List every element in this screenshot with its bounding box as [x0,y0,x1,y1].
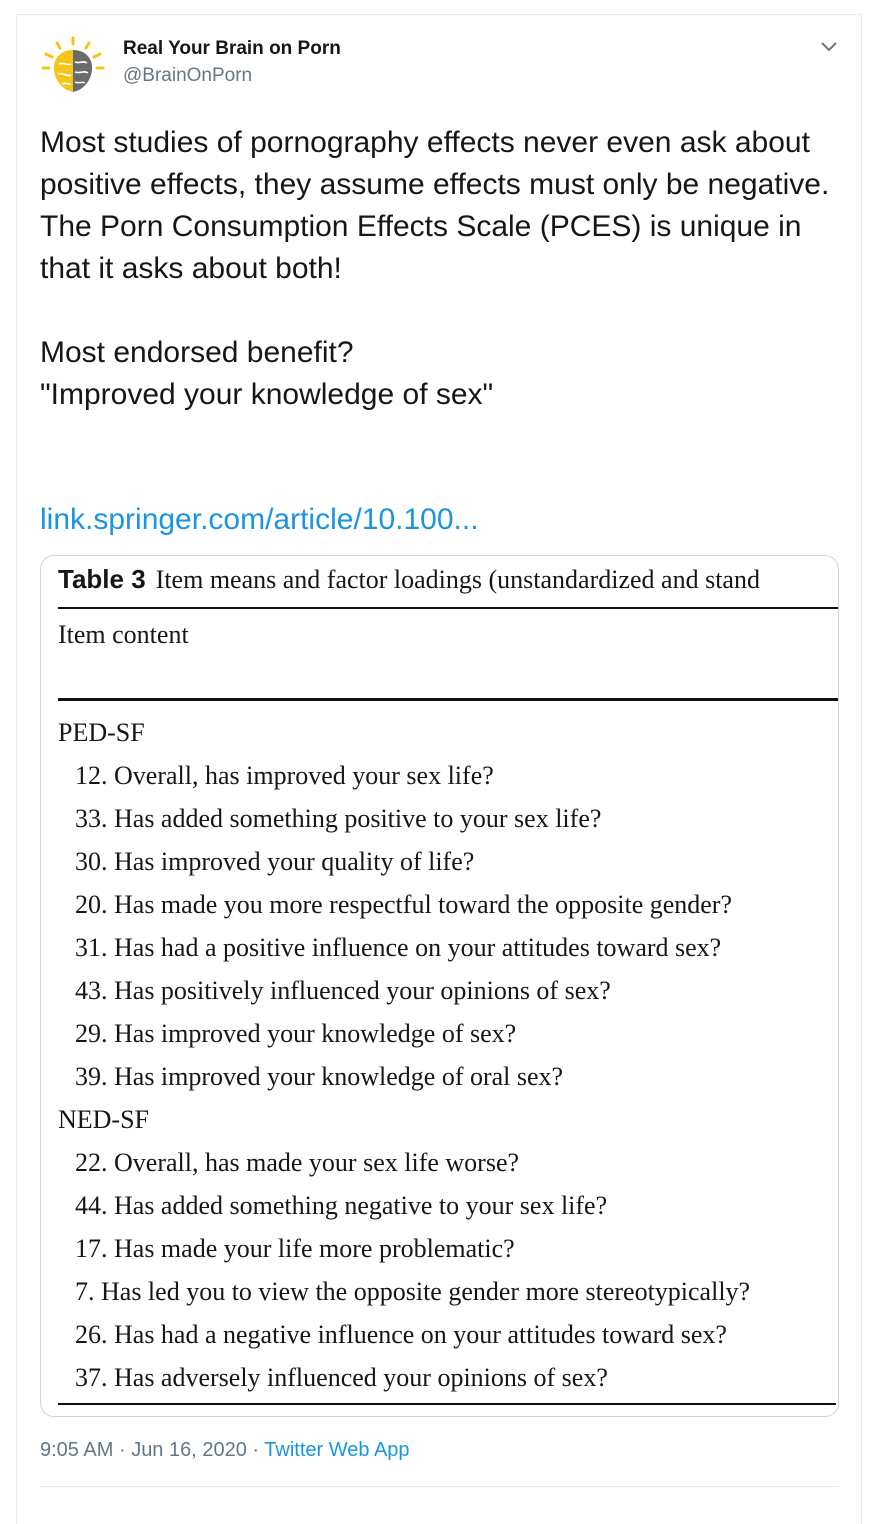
table-row: 43. Has positively influenced your opinions of sex? [75,976,611,1005]
table-rule [58,607,838,609]
divider [40,1486,839,1487]
table-column-header: Item content [58,620,189,649]
tweet-text-line: Most studies of pornography effects never even ask about positive effects, they assume effects must only be negative. [40,126,830,201]
meta-separator: · [118,1439,126,1461]
table-row: 20. Has made you more respectful toward the opposite gender? [75,890,733,919]
brain-sun-logo-icon[interactable] [40,34,106,100]
tweet-text-line: The Porn Consumption Effects Scale (PCES) is unique in that it asks about both! [40,210,802,285]
tweet-media-image[interactable] [40,555,839,1417]
table-row: 29. Has improved your knowledge of sex? [75,1019,517,1048]
table-label: Table 3 [58,564,146,594]
table-body [58,711,838,1399]
table-rule [58,698,838,701]
chevron-down-icon[interactable] [818,38,840,54]
table-group-label: PED-SF [58,718,145,747]
tweet-time[interactable]: 9:05 AM [40,1439,114,1461]
table-row: 12. Overall, has improved your sex life? [75,761,494,790]
tweet-text-line: Most endorsed benefit? [40,336,354,369]
table-row: 37. Has adversely influenced your opinions of sex? [75,1363,608,1392]
tweet-link[interactable]: link.springer.com/article/10.100... [40,503,479,536]
table-row: 17. Has made your life more problematic? [75,1234,515,1263]
table-row: 26. Has had a negative influence on your attitudes toward sex? [75,1320,727,1349]
meta-separator: · [252,1439,260,1461]
tweet-text [40,122,850,416]
user-handle[interactable]: @BrainOnPorn [123,65,253,86]
table-row: 7. Has led you to view the opposite gender more stereotypically? [75,1277,751,1306]
tweet-source[interactable]: Twitter Web App [264,1439,410,1461]
tweet-date[interactable]: Jun 16, 2020 [131,1439,247,1461]
table-group-label: NED-SF [58,1105,150,1134]
table-caption: Item means and factor loadings (unstandardized and stand [155,565,760,594]
tweet-text-blank-line [40,290,850,332]
user-display-name[interactable]: Real Your Brain on Porn [123,38,341,59]
tweet-meta [40,1439,410,1462]
table-row: 22. Overall, has made your sex life worse? [75,1148,520,1177]
table-row: 30. Has improved your quality of life? [75,847,475,876]
tweet-text-line: "Improved your knowledge of sex" [40,378,494,411]
table-rule [58,1403,836,1405]
table-row: 33. Has added something positive to your sex life? [75,804,602,833]
table-row: 44. Has added something negative to your sex life? [75,1191,608,1220]
table-title [58,562,760,597]
table-row: 31. Has had a positive influence on your attitudes toward sex? [75,933,722,962]
table-row: 39. Has improved your knowledge of oral sex? [75,1062,564,1091]
